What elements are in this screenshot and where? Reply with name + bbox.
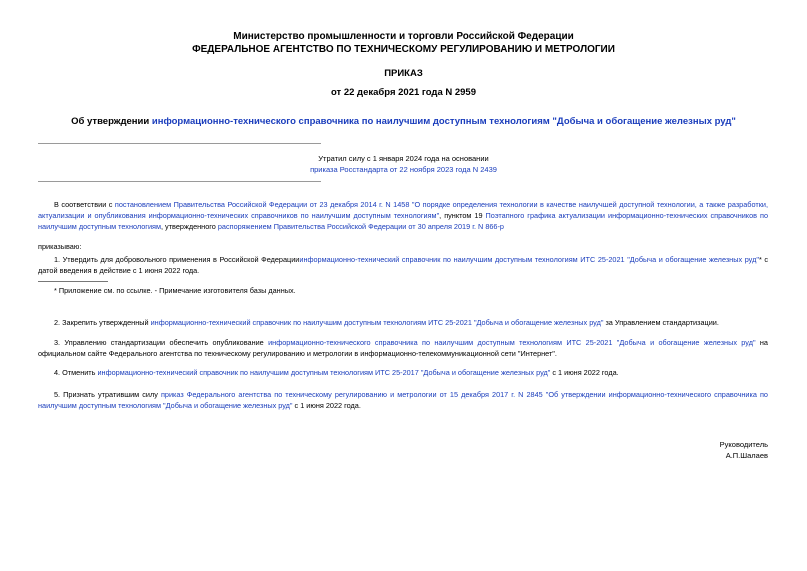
divider-top [38,143,321,144]
preamble-link-schedule[interactable]: Поэтапного графика актуализации информационно-технических справочников по наилучшим доступным технологиям [38,211,769,231]
ministry-title: Министерство промышленности и торговли Российской Федерации [233,31,574,42]
footnote: * Приложение см. по ссылке. - Примечание изготовителя базы данных. [54,286,296,295]
item-2 [38,317,768,328]
item-4-text: 4. Отменить [54,368,98,377]
preamble-link-order[interactable]: распоряжением Правительства Российской Федерации от 30 апреля 2019 г. N 866-р [217,222,504,231]
lost-force-note [0,153,807,175]
item-5 [38,389,768,411]
item-1 [38,254,768,276]
item-5-text: 5. Признать утратившим силу [54,390,161,399]
item-4-link[interactable]: информационно-технический справочник по наилучшим доступным технологиям ИТС 25-2017 "Добыча и обогащение железных руд" [97,368,551,377]
document-type: ПРИКАЗ [384,68,423,79]
item-3 [38,337,768,359]
item-1-text-2: * с датой введения в действие с 1 июня 2022 года. [38,255,769,275]
item-2-link[interactable]: информационно-технический справочник по наилучшим доступным технологиям ИТС 25-2021 "Добыча и обогащение железных руд" [150,318,604,327]
agency-title: ФЕДЕРАЛЬНОЕ АГЕНТСТВО ПО ТЕХНИЧЕСКОМУ РЕГУЛИРОВАНИЮ И МЕТРОЛОГИИ [192,44,615,55]
preamble-paragraph [38,199,768,232]
orders-word: приказываю: [38,242,82,251]
item-4 [38,367,768,378]
item-5-link[interactable]: приказ Федерального агентства по техническому регулированию и метрологии от 15 декабря 2017 г. N 2845 "Об утверждении информационно-технического справочника по наилучшим доступным технологиям "Добыча и обогащение железных руд" [38,390,768,410]
preamble-link-decree[interactable]: постановлением Правительства Российской Федерации от 23 декабря 2014 г. N 1458 "О порядке определения технологии в качестве наилучшей доступной технологии, а также разработки, актуализации и опубликования информационно-технических справочников по наилучшим доступным технологиям" [38,200,768,220]
item-2-text: 2. Закрепить утвержденный [54,318,151,327]
footnote-divider [38,281,108,282]
preamble-text-3: , утвержденного [161,222,218,231]
item-3-link[interactable]: информационно-технического справочника по наилучшим доступным технологиям ИТС 25-2021 "Добыча и обогащение железных руд" [268,338,756,347]
preamble-text-2: , пунктом 19 [439,211,486,220]
signature-title: Руководитель [719,440,768,449]
document-date: от 22 декабря 2021 года N 2959 [330,87,476,98]
lost-force-link[interactable]: приказа Росстандарта от 22 ноября 2023 года N 2439 [310,165,497,174]
item-5-text-2: с 1 июня 2022 года. [292,401,361,410]
document-subject [0,116,807,127]
subject-prefix: Об утверждении [71,116,152,127]
divider-bottom [38,181,321,182]
item-2-text-2: за Управлением стандартизации. [603,318,719,327]
item-3-text: 3. Управлению стандартизации обеспечить опубликование [54,338,269,347]
item-1-text: 1. Утвердить для добровольного применения в Российской Федерации [54,255,300,264]
signature-name: А.П.Шалаев [725,451,768,460]
item-3-text-2: на официальном сайте Федерального агентства по техническому регулированию и метрологии в информационно-телекоммуникационной сети "Интернет". [38,338,768,358]
item-4-text-2: с 1 июня 2022 года. [550,368,619,377]
item-1-link[interactable]: информационно-технический справочник по наилучшим доступным технологиям ИТС 25-2021 "Добыча и обогащение железных руд" [299,255,759,264]
preamble-text-1: В соответствии с [54,200,115,209]
lost-force-text: Утратил силу с 1 января 2024 года на основании [318,154,489,163]
subject-link[interactable]: информационно-технического справочника по наилучшим доступным технологиям "Добыча и обогащение железных руд" [151,116,736,127]
